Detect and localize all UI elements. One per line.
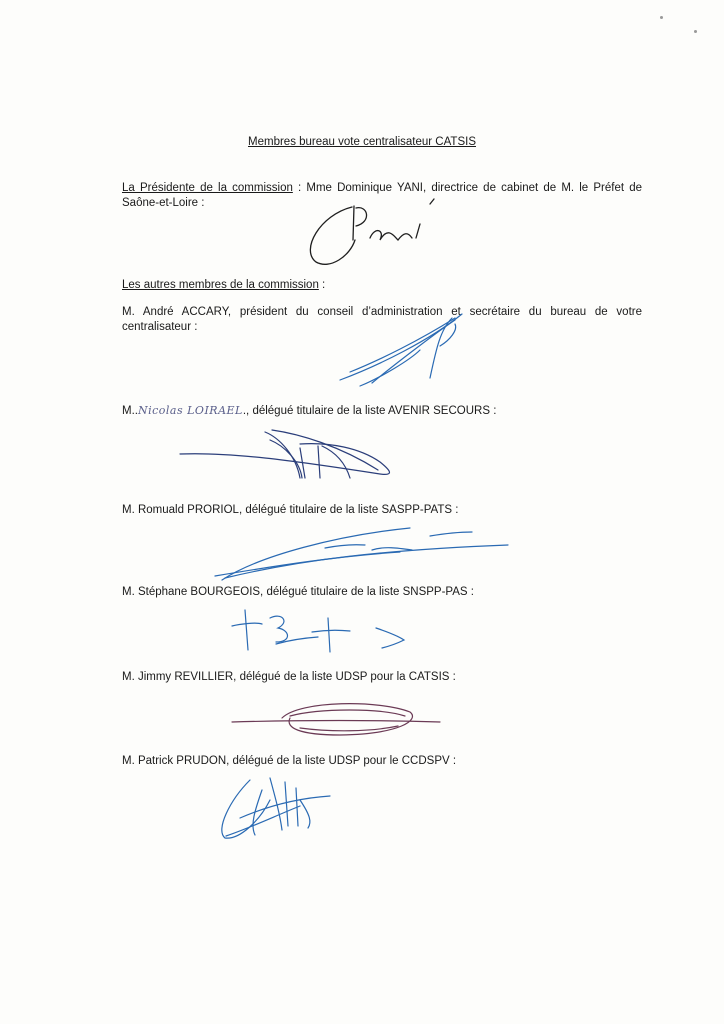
- signature-proriol: [215, 528, 508, 580]
- presidente-paragraph: [122, 181, 642, 211]
- member-lornel-prefix: M..: [122, 405, 138, 417]
- signature-lornel: [180, 430, 389, 478]
- scan-speck: [660, 16, 663, 19]
- presidente-label: La Présidente de la commission: [122, 182, 293, 194]
- member-lornel-suffix: ., délégué titulaire de la liste AVENIR SECOURS :: [242, 405, 497, 417]
- signature-prudon: [222, 778, 330, 838]
- autres-suffix: :: [318, 279, 326, 291]
- member-accary: M. André ACCARY, président du conseil d’administration et secrétaire du bureau de votre centralisateur :: [122, 306, 642, 333]
- presidente-text: : Mme Dominique YANI, directrice de cabinet de M. le Préfet de Saône-et-Loire :: [122, 182, 642, 209]
- signature-revillier: [232, 704, 440, 735]
- document-title: Membres bureau vote centralisateur CATSIS: [248, 136, 476, 148]
- signature-bourgeois: [232, 610, 404, 652]
- scan-speck: [694, 30, 697, 33]
- autres-heading: [122, 278, 642, 293]
- member-lornel: [122, 403, 642, 419]
- member-revillier: M. Jimmy REVILLIER, délégué de la liste UDSP pour la CATSIS :: [122, 671, 456, 683]
- member-bourgeois: M. Stéphane BOURGEOIS, délégué titulaire de la liste SNSPP-PAS :: [122, 586, 474, 598]
- member-lornel-handwritten-name: Nicolas LOIRAEL: [137, 404, 243, 417]
- member-prudon: M. Patrick PRUDON, délégué de la liste UDSP pour le CCDSPV :: [122, 755, 457, 767]
- member-proriol: M. Romuald PRORIOL, délégué titulaire de la liste SASPP-PATS :: [122, 504, 459, 516]
- autres-label: Les autres membres de la commission: [122, 279, 319, 291]
